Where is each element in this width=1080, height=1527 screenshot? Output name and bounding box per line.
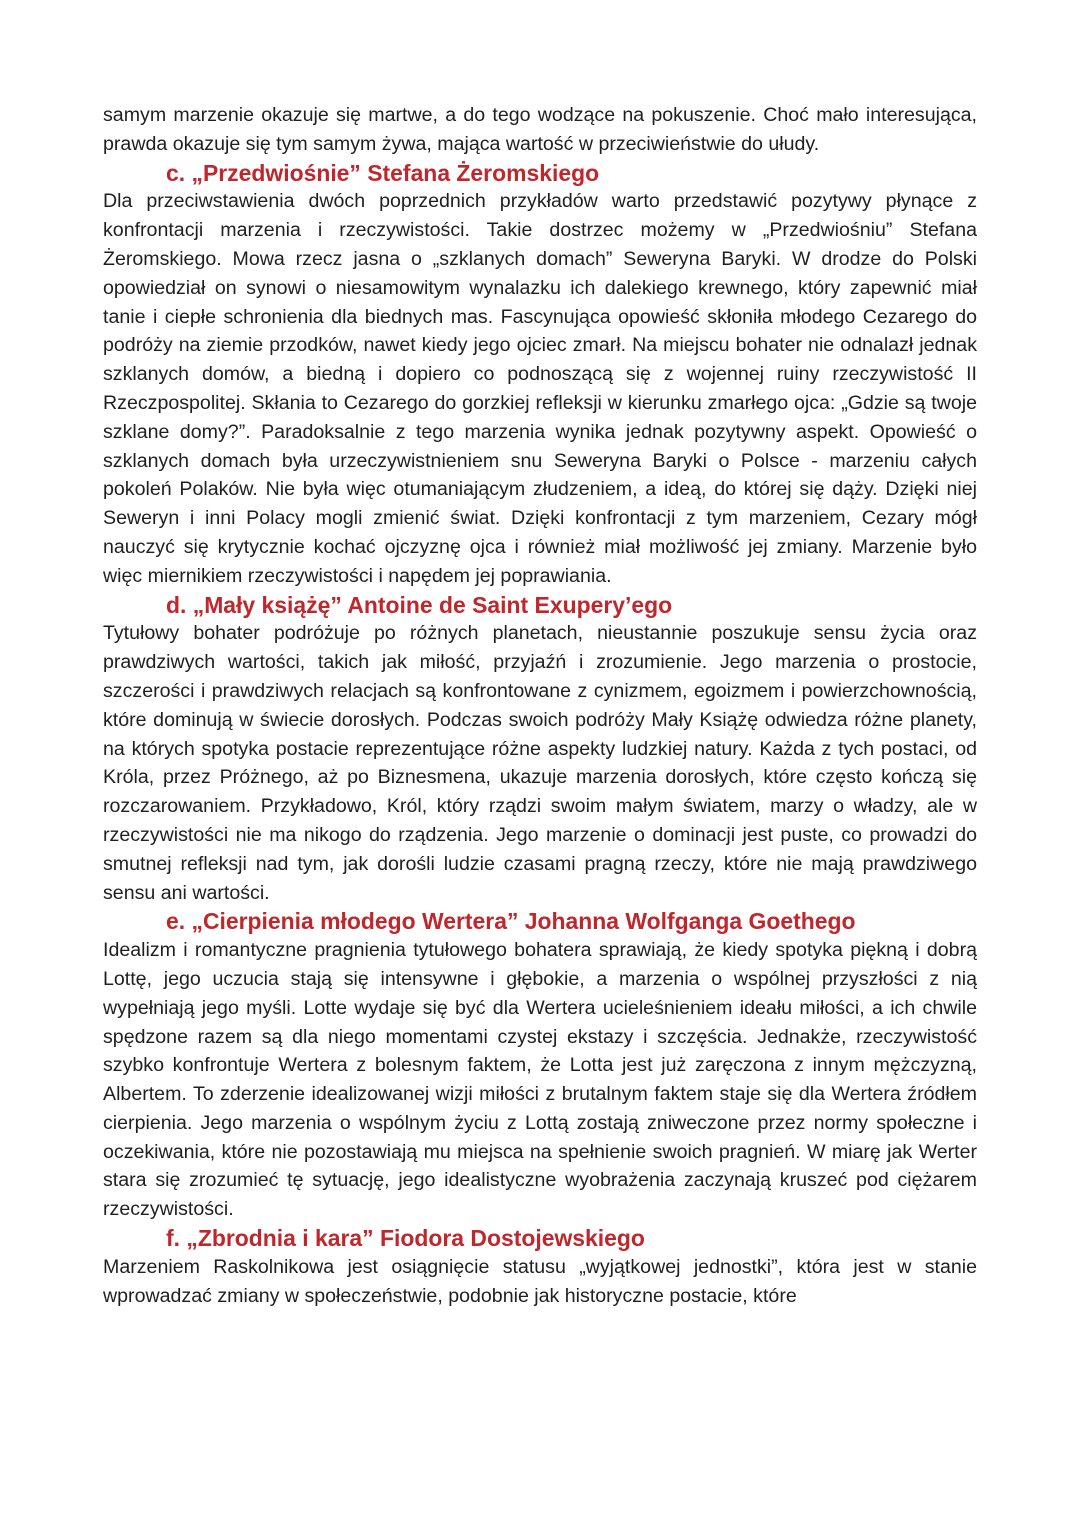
document-page: [103, 101, 977, 1310]
heading-zbrodnia-i-kara: f. „Zbrodnia i kara” Fiodora Dostojewskiego: [166, 1225, 645, 1252]
paragraph-werter: Idealizm i romantyczne pragnienia tytułowego bohatera sprawiają, że kiedy spotyka piękną i dobrą Lottę, jego uczucia stają się intensywne i głębokie, a marzenia o wspólnej przyszłości z nią wypełniają jego myśli. Lotte wydaje się być dla Wertera ucieleśnieniem ideału miłości, a ich chwile spędzone razem są dla niego momentami czystej ekstazy i szczęścia. Jednakże, rzeczywistość szybko konfrontuje Wertera z bolesnym faktem, że Lotta jest już zaręczona z innym mężczyzną, Albertem. To zderzenie idealizowanej wizji miłości z brutalnym faktem staje się dla Wertera źródłem cierpienia. Jego marzenia o wspólnym życiu z Lottą zostają zniweczone przez normy społeczne i oczekiwania, które nie pozostawiają mu miejsca na spełnienie swoich pragnień. W miarę jak Werter stara się zrozumieć tę sytuację, jego idealistyczne wyobrażenia zaczynają kruszeć pod ciężarem rzeczywistości.: [103, 939, 977, 1221]
heading-werter: e. „Cierpienia młodego Wertera” Johanna Wolfganga Goethego: [166, 908, 856, 935]
paragraph-zbrodnia-i-kara: Marzeniem Raskolnikowa jest osiągnięcie statusu „wyjątkowej jednostki”, która jest w stanie wprowadzać zmiany w społeczeństwie, podobnie jak historyczne postacie, które: [103, 1255, 977, 1307]
paragraph-intro-continuation: samym marzenie okazuje się martwe, a do tego wodzące na pokuszenie. Choć mało interesująca, prawda okazuje się tym samym żywa, mająca wartość w przeciwieństwie do ułudy.: [103, 104, 977, 155]
heading-przedwiosnie: c. „Przedwiośnie” Stefana Żeromskiego: [166, 159, 600, 186]
paragraph-przedwiosnie: Dla przeciwstawienia dwóch poprzednich przykładów warto przedstawić pozytywy płynące z konfrontacji marzenia i rzeczywistości. Takie dostrzec możemy w „Przedwiośniu” Stefana Żeromskiego. Mowa rzecz jasna o „szklanych domach” Seweryna Baryki. W drodze do Polski opowiedział on synowi o niesamowitym wynalazku ich dalekiego krewnego, który zapewnić miał tanie i ciepłe schronienia dla biednych mas. Fascynująca opowieść skłoniła młodego Cezarego do podróży na ziemie przodków, nawet kiedy jego ojciec zmarł. Na miejscu bohater nie odnalazł jednak szklanych domów, a biedną i dopiero co podnoszącą się z wojennej ruiny rzeczywistość II Rzeczpospolitej. Skłania to Cezarego do gorzkiej refleksji w kierunku zmarłego ojca: „Gdzie są twoje szklane domy?”. Paradoksalnie z tego marzenia wynika jednak pozytywny aspekt. Opowieść o szklanych domach była urzeczywistnieniem snu Seweryna Baryki o Polsce - marzeniu całych pokoleń Polaków. Nie była więc otumaniającym złudzeniem, a ideą, do której się dąży. Dzięki niej Seweryn i inni Polacy mogli zmienić świat. Dzięki konfrontacji z tym marzeniem, Cezary mógł nauczyć się krytycznie kochać ojczyznę ojca i również miał możliwość jej zmiany. Marzenie było więc miernikiem rzeczywistości i napędem jej poprawiania.: [103, 190, 977, 587]
paragraph-maly-ksiaze: Tytułowy bohater podróżuje po różnych planetach, nieustannie poszukuje sensu życia oraz prawdziwych wartości, takich jak miłość, przyjaźń i zrozumienie. Jego marzenia o prostocie, szczerości i prawdziwych relacjach są konfrontowane z cynizmem, egoizmem i powierzchownością, które dominują w świecie dorosłych. Podczas swoich podróży Mały Książę odwiedza różne planety, na których spotyka postacie reprezentujące różne aspekty ludzkiej natury. Każda z tych postaci, od Króla, przez Próżnego, aż po Biznesmena, ukazuje marzenia dorosłych, które często kończą się rozczarowaniem. Przykładowo, Król, który rządzi swoim małym światem, marzy o władzy, ale w rzeczywistości nie ma nikogo do rządzenia. Jego marzenie o dominacji jest puste, co prowadzi do smutnej refleksji nad tym, jak dorośli ludzie czasami pragną rzeczy, które nie mają prawdziwego sensu ani wartości.: [103, 622, 977, 904]
heading-maly-ksiaze: d. „Mały książę” Antoine de Saint Exupery’ego: [166, 591, 673, 618]
